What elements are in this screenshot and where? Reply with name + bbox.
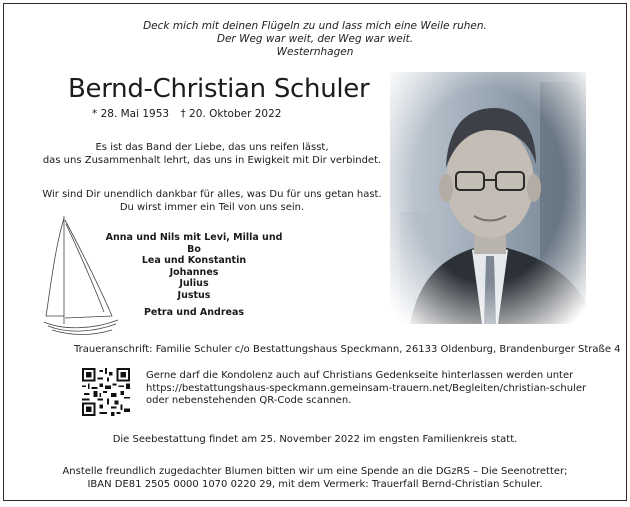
family-list <box>104 232 284 301</box>
family-member: Lea und Konstantin <box>141 255 247 266</box>
condolence-block <box>146 370 586 408</box>
quote-1-line-2: das uns Zusammenhalt lehrt, das uns in Ewigkeit mit Dir verbindet. <box>42 155 382 166</box>
mourning-address: Traueranschrift: Familie Schuler c/o Bestattungshaus Speckmann, 26133 Oldenburg, Brandenburger Straße 4 <box>74 344 621 355</box>
family-extra: Petra und Andreas <box>143 307 245 318</box>
donation-line-2: IBAN DE81 2505 0000 1070 0220 29, mit dem Vermerk: Trauerfall Bernd-Christian Schuler. <box>87 478 543 490</box>
donation-line-1: Anstelle freundlich zugedachter Blumen bitten wir um eine Spende an die DGzRS – Die Seenotretter; <box>62 466 568 477</box>
family-member: Justus <box>177 289 211 301</box>
verse-author <box>4 46 626 59</box>
quote-2-line-2: Du wirst immer ein Teil von uns sein. <box>119 202 305 213</box>
deceased-name: Bernd-Christian Schuler <box>68 74 370 104</box>
death-date: † 20. Oktober 2022 <box>180 108 282 120</box>
quote-block-2 <box>34 188 390 214</box>
verse-line-1: Deck mich mit deinen Flügeln zu und lass mich eine Weile ruhen. <box>143 20 487 32</box>
quote-2-line-1: Wir sind Dir unendlich dankbar für alles, was Du für uns getan hast. <box>42 189 382 200</box>
verse-line-2: Der Weg war weit, der Weg war weit. <box>216 33 414 45</box>
verse-author-text: Westernhagen <box>276 46 354 58</box>
birth-date: * 28. Mai 1953 <box>92 108 170 120</box>
condolence-line-1: Gerne darf die Kondolenz auch auf Christians Gedenkseite hinterlassen werden unter <box>146 370 574 381</box>
condolence-url[interactable]: https://bestattungshaus-speckmann.gemeinsam-trauern.net/Begleiten/christian-schuler <box>146 382 587 394</box>
quote-1-line-1: Es ist das Band der Liebe, das uns reifen lässt, <box>95 142 329 153</box>
obituary-notice <box>3 3 627 501</box>
qr-code-icon[interactable] <box>82 368 130 416</box>
family-member: Johannes <box>169 266 219 278</box>
quote-block-1 <box>34 141 390 167</box>
family-member: Julius <box>179 278 209 289</box>
donation-notice <box>4 466 626 491</box>
burial-notice: Die Seebestattung findet am 25. November 2022 im engsten Familienkreis statt. <box>112 434 518 445</box>
condolence-line-3: oder nebenstehenden QR-Code scannen. <box>146 395 352 406</box>
life-dates <box>92 108 289 120</box>
family-member: Anna und Nils mit Levi, Milla und Bo <box>105 232 283 255</box>
portrait-photo <box>390 72 586 324</box>
